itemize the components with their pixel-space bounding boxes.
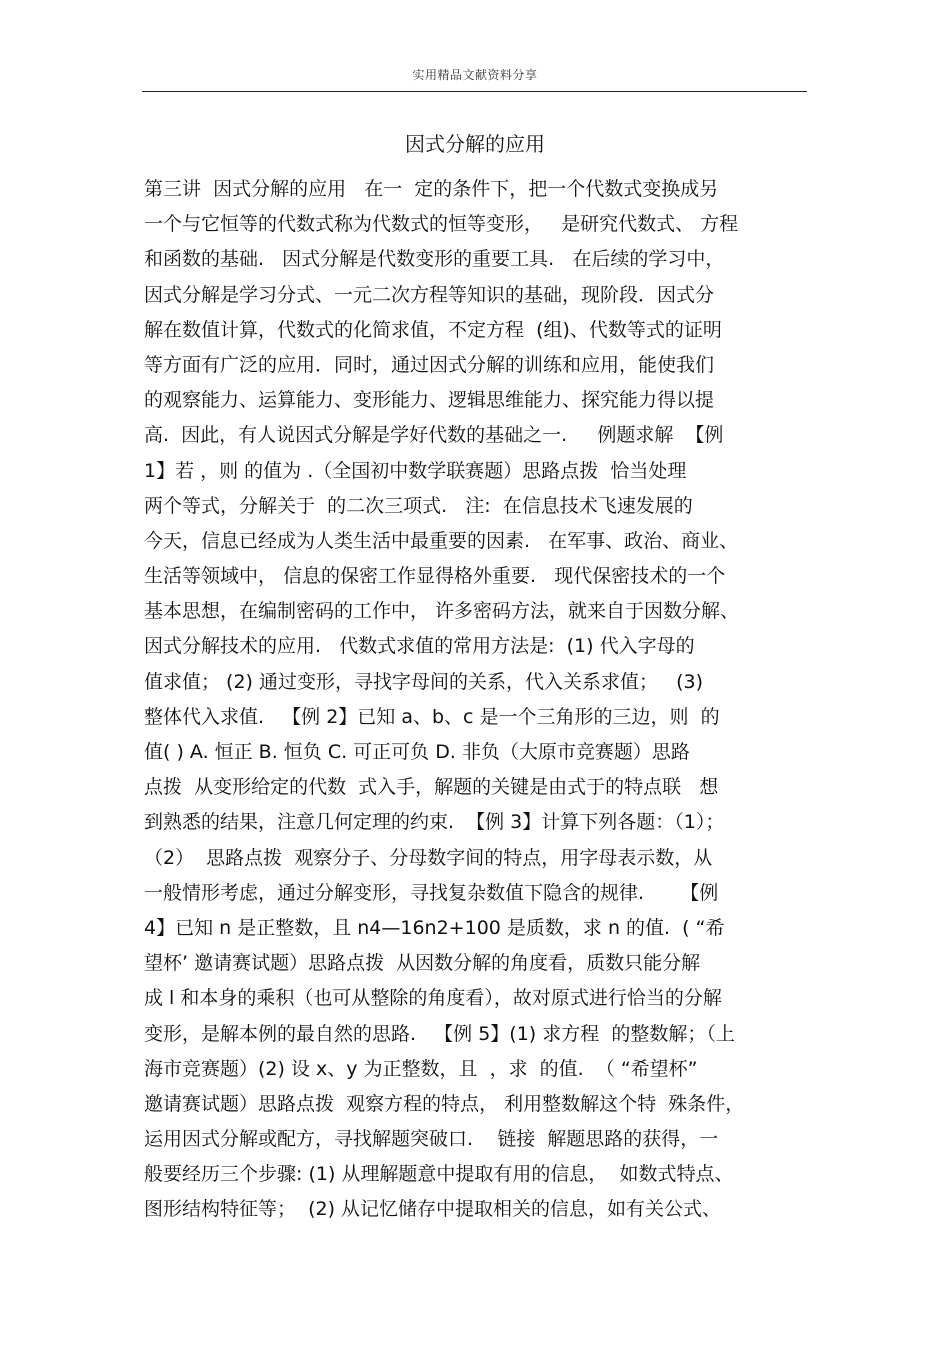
- body-line: 值求值； (2) 通过变形，寻找字母间的关系，代入关系求值； (3): [144, 670, 704, 693]
- body-text: [144, 172, 824, 1228]
- body-line: 运用因式分解或配方，寻找解题突破口. 链接 解题思路的获得，一: [144, 1128, 719, 1151]
- body-line: 点拨 从变形给定的代数 式入手，解题的关键是由式于的特点联 想: [144, 776, 719, 799]
- document-title: 因式分解的应用: [405, 132, 545, 156]
- body-line: 因式分解是学习分式、一元二次方程等知识的基础，现阶段．因式分: [144, 283, 715, 306]
- body-line: 第三讲 因式分解的应用 在一 定的条件下，把一个代数式变换成另: [144, 178, 719, 200]
- body-line: 整体代入求值. 【例 2】已知 a、b、c 是一个三角形的三边，则 的: [144, 705, 720, 728]
- body-line: 4】已知 n 是正整数，且 n4—16n2+100 是质数，求 n 的值. ( “希: [144, 916, 725, 939]
- body-line: 一个与它恒等的代数式称为代数式的恒等变形， 是研究代数式、 方程: [144, 213, 739, 236]
- body-line: 成 l 和本身的乘积（也可从整除的角度看），故对原式进行恰当的分解: [144, 987, 722, 1010]
- body-line: 1】若 ，则 的值为 .（全国初中数学联赛题）思路点拨 恰当处理: [144, 459, 687, 482]
- body-line: 两个等式，分解关于 的二次三项式. 注: 在信息技术飞速发展的: [144, 494, 693, 517]
- body-line: 解在数值计算，代数式的化简求值，不定方程 (组)、代数等式的证明: [144, 318, 722, 341]
- header-rule: [142, 91, 807, 92]
- body-line: 值( ) A. 恒正 B. 恒负 C. 可正可负 D. 非负（大原市竞赛题）思路: [144, 741, 690, 763]
- body-line: 图形结构特征等； (2) 从记忆储存中提取相关的信息，如有关公式、: [144, 1198, 722, 1221]
- body-line: 等方面有广泛的应用．同时，通过因式分解的训练和应用，能使我们: [144, 353, 715, 376]
- body-line: 的观察能力、运算能力、变形能力、逻辑思维能力、探究能力得以提: [144, 389, 715, 412]
- body-line: 生活等领域中， 信息的保密工作显得格外重要. 现代保密技术的一个: [144, 565, 726, 588]
- running-header: 实用精品文献资料分享: [412, 68, 538, 82]
- body-line: 望杯’ 邀请赛试题）思路点拨 从因数分解的角度看，质数只能分解: [144, 952, 701, 975]
- body-line: 变形，是解本例的最自然的思路. 【例 5】(1) 求方程 的整数解；（上: [144, 1022, 735, 1045]
- body-line: 基本思想，在编制密码的工作中， 许多密码方法，就来自于因数分解、: [144, 600, 740, 623]
- body-line: 到熟悉的结果，注意几何定理的约束. 【例 3】计算下列各题：（1）；: [144, 811, 725, 834]
- body-line: 因式分解技术的应用. 代数式求值的常用方法是: (1) 代入字母的: [144, 635, 695, 658]
- body-line: 高. 因此，有人说因式分解是学好代数的基础之一. 例题求解 【例: [144, 424, 724, 447]
- body-line: 邀请赛试题）思路点拨 观察方程的特点， 利用整数解这个特 殊条件，: [144, 1092, 745, 1115]
- body-line: 般要经历三个步骤: (1) 从理解题意中提取有用的信息， 如数式特点、: [144, 1163, 734, 1186]
- body-line: 海市竞赛题）(2) 设 x、y 为正整数，且 ，求 的值. （ “希望杯”: [144, 1057, 698, 1080]
- body-line: 一般情形考虑，通过分解变形，寻找复杂数值下隐含的规律. 【例: [144, 881, 719, 904]
- body-line: （2） 思路点拨 观察分子、分母数字间的特点，用字母表示数，从: [144, 846, 713, 869]
- body-line: 今天，信息已经成为人类生活中最重要的因素. 在军事、政治、商业、: [144, 529, 739, 552]
- body-line: 和函数的基础. 因式分解是代数变形的重要工具. 在后续的学习中，: [144, 248, 725, 271]
